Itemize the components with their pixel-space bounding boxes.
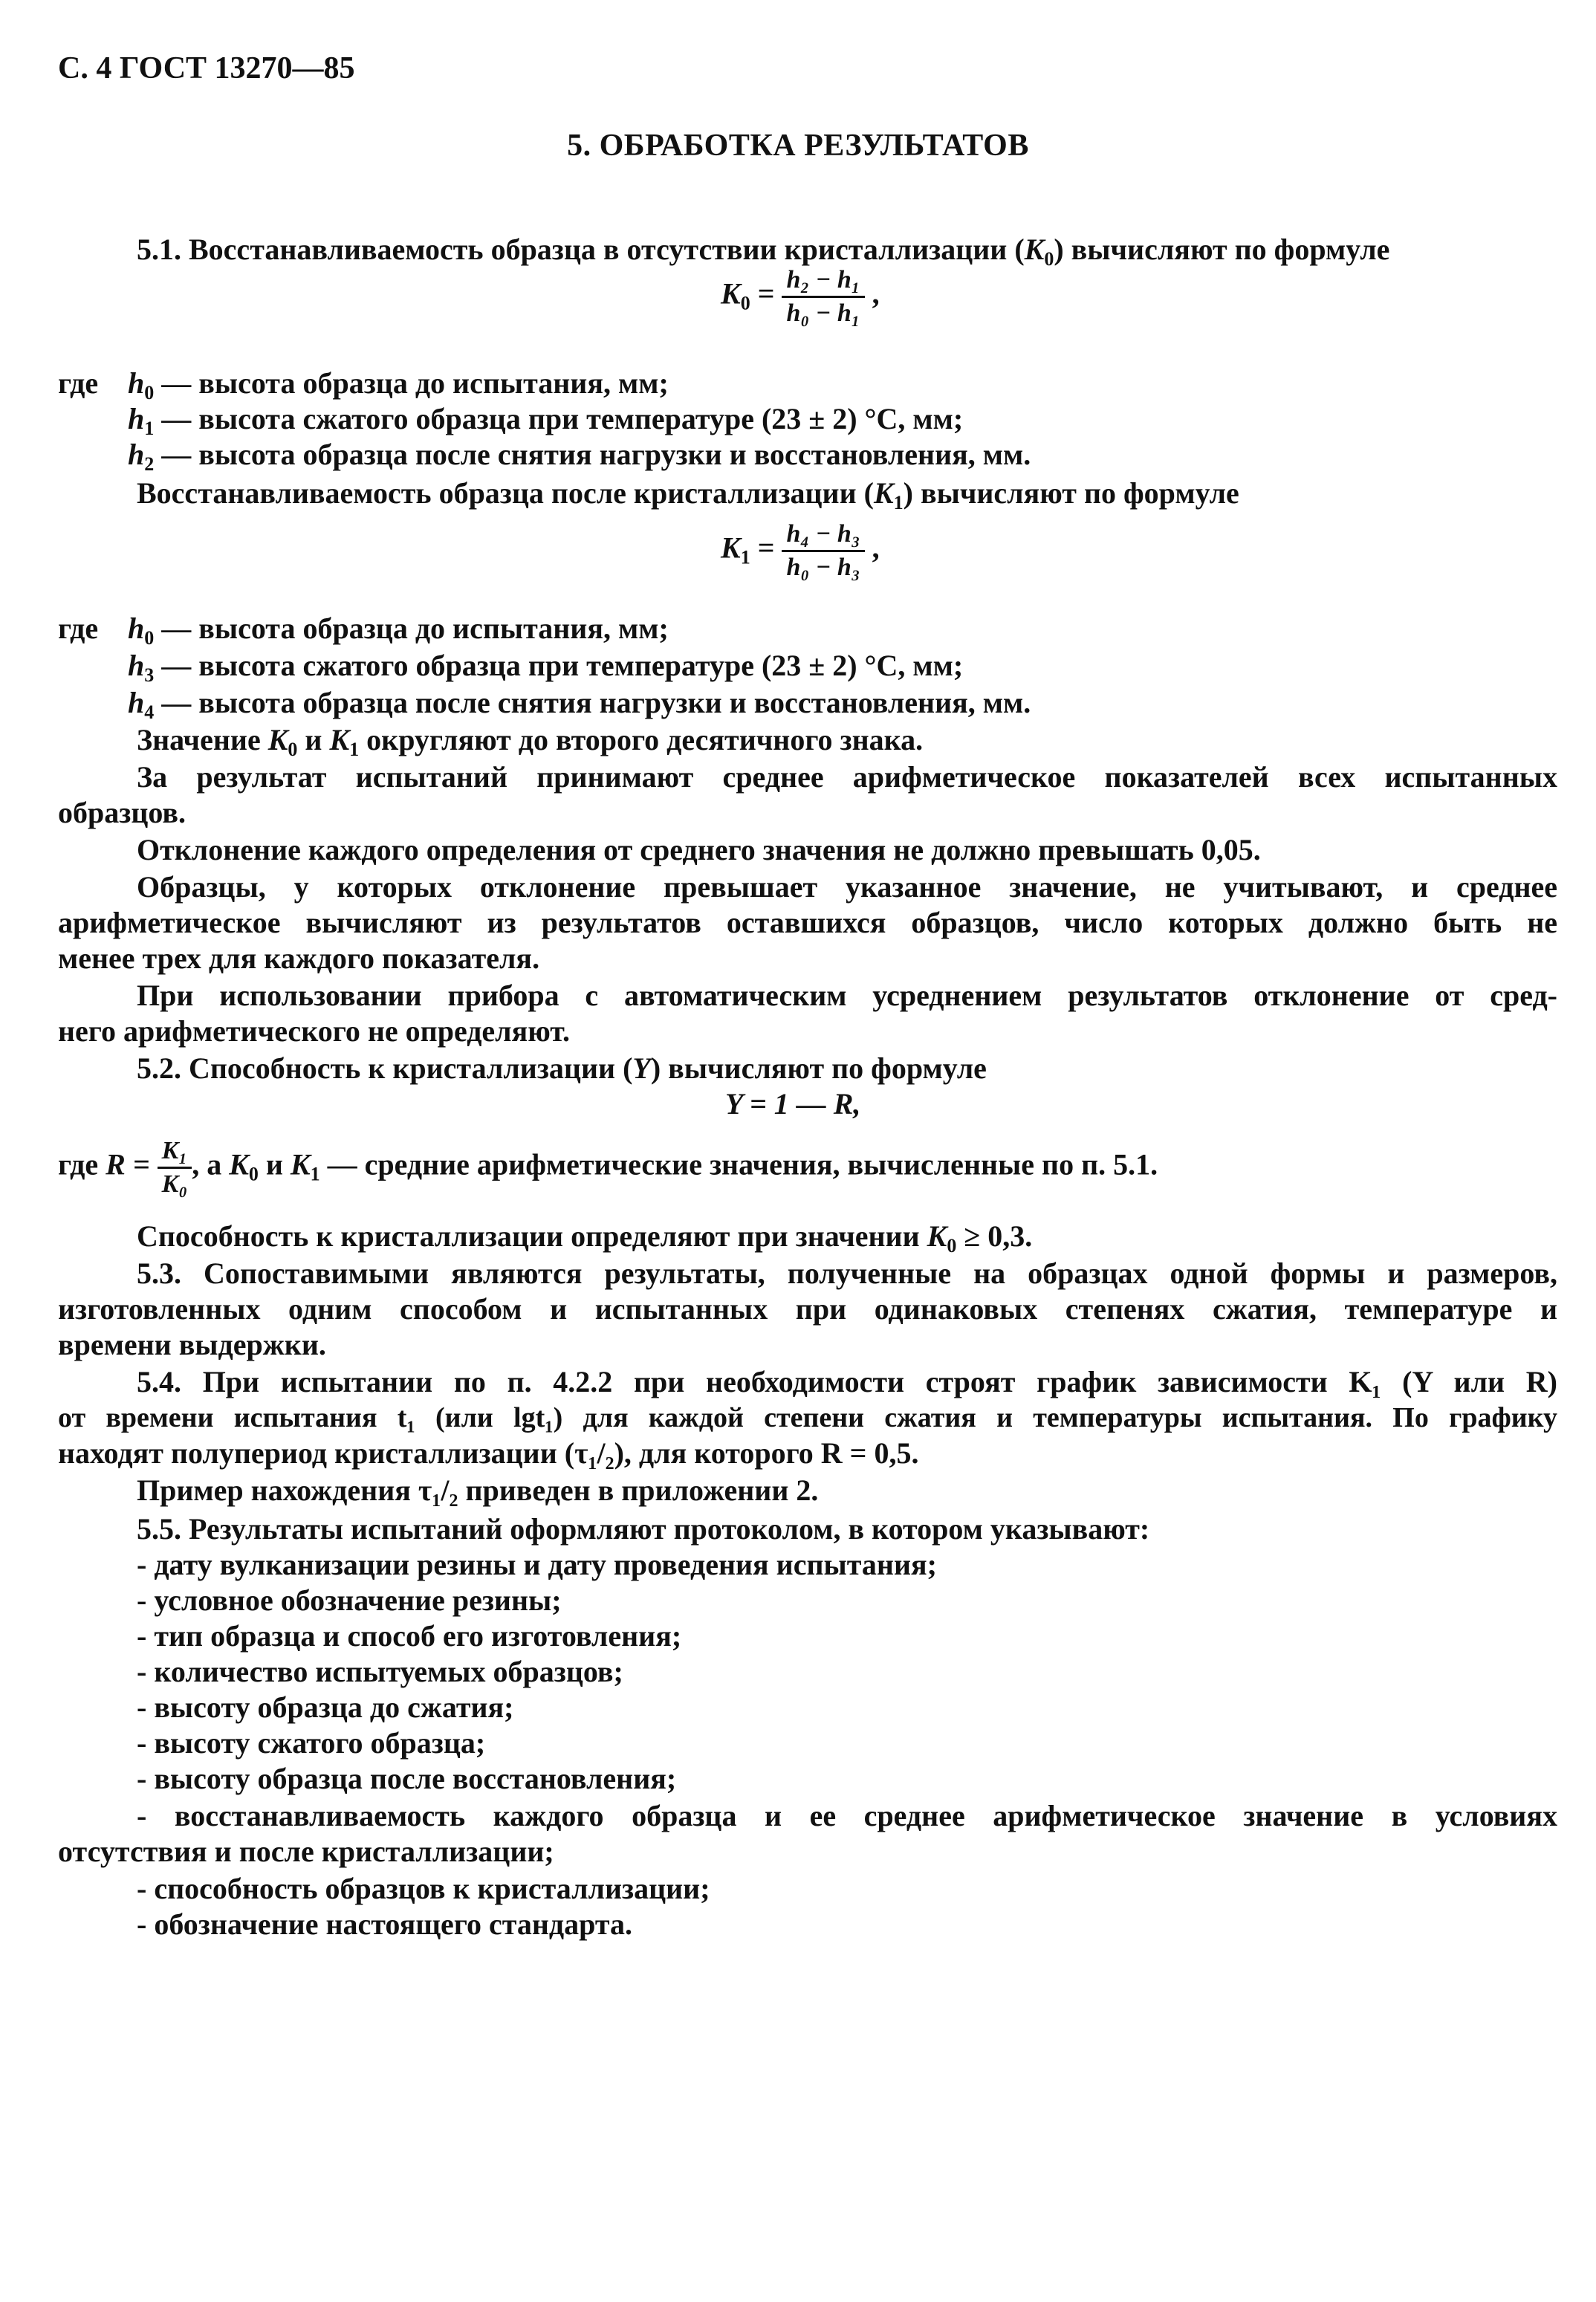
p54-example: Пример нахождения τ₁/₂ приведен в приложении 2. <box>137 1473 819 1507</box>
list-item-long-2: отсутствия и после кристаллизации; <box>58 1835 554 1868</box>
p51-intro-2: Восстанавливаемость образца после кристаллизации $(K_1)$ вычисляют по формуле <box>137 476 1239 513</box>
section-title: 5. ОБРАБОТКА РЕЗУЛЬТАТОВ <box>567 129 1029 163</box>
rounding-text: Значение $K_0$ и $K_1$ округляют до второго десятичного знака. <box>137 723 924 760</box>
formula-k0: $K_0$ = $\frac{\text{h₂ − h₁}}{\text{h₀ − h₁}}$ , <box>721 266 880 327</box>
p54-line-3: находят полупериод кристаллизации (τ₁/₂), для которого R = 0,5. <box>58 1436 919 1470</box>
p54-line-1: 5.4. При испытании по п. 4.2.2 при необходимости строят график зависимости K₁ (Y или R) <box>137 1365 1557 1398</box>
p52-intro: 5.2. Способность к кристаллизации (Y) вычисляют по формуле <box>137 1051 987 1085</box>
def-h1: $h_1$ — высота сжатого образца при температуре (23 ± 2) °С, мм; <box>128 402 964 439</box>
result-line-1: За результат испытаний принимают среднее арифметическое показателей всех испытанных <box>137 760 1557 794</box>
formula-y: Y = 1 — R, <box>725 1087 861 1121</box>
deviation-text: Отклонение каждого определения от среднего значения не должно превышать 0,05. <box>137 833 1261 866</box>
p53-line-2: изготовленных одним способом и испытанных при одинаковых степенях сжатия, температуре и <box>58 1292 1557 1326</box>
exclusion-line-2: арифметическое вычисляют из результатов оставшихся образцов, число которых должно быть не <box>58 906 1557 939</box>
list-item-long-1: - восстанавливаемость каждого образца и ее среднее арифметическое значение в условиях <box>137 1799 1557 1832</box>
where-r: где R = $\frac{\text{K₁}}{\text{K₀}}$ , а $K_0$ и $K_1$ — средние арифметические значения, вычисленные по п. 5.1. <box>58 1137 1158 1198</box>
p53-line-1: 5.3. Сопоставимыми являются результаты, полученные на образцах одной формы и размеров, <box>137 1257 1557 1290</box>
result-line-2: образцов. <box>58 796 186 829</box>
list-item: - количество испытуемых образцов; <box>137 1655 623 1688</box>
p51-intro: 5.1. Восстанавливаемость образца в отсутствии кристаллизации $(K_0)$ вычисляют по формуле <box>137 233 1390 270</box>
exclusion-line-1: Образцы, у которых отклонение превышает указанное значение, не учитывают, и среднее <box>137 870 1557 904</box>
list-item: - тип образца и способ его изготовления; <box>137 1619 682 1653</box>
exclusion-line-3: менее трех для каждого показателя. <box>58 941 540 975</box>
list-item: - условное обозначение резины; <box>137 1583 562 1617</box>
list-item: - способность образцов к кристаллизации; <box>137 1872 710 1905</box>
p54-line-2: от времени испытания t₁ (или lgt₁) для каждой степени сжатия и температуры испытания. По графику <box>58 1402 1557 1433</box>
def2-h4: $h_4$ — высота образца после снятия нагрузки и восстановления, мм. <box>128 686 1031 723</box>
cond-text: Способность к кристаллизации определяют при значении $K_0 \ge 0,3$. <box>137 1219 1033 1257</box>
list-item: - высоту образца до сжатия; <box>137 1690 514 1724</box>
def-h0: $h_0$ — высота образца до испытания, мм; <box>128 366 669 403</box>
formula-k1: $K_1$ = $\frac{\text{h₄ − h₃}}{\text{h₀ − h₃}}$ , <box>721 520 880 581</box>
def-h2: $h_2$ — высота образца после снятия нагрузки и восстановления, мм. <box>128 438 1031 475</box>
def2-h0: $h_0$ — высота образца до испытания, мм; <box>128 612 669 649</box>
auto-line-2: него арифметического не определяют. <box>58 1014 570 1048</box>
list-item: - высоту сжатого образца; <box>137 1726 486 1760</box>
def2-h3: $h_3$ — высота сжатого образца при температуре (23 ± 2) °С, мм; <box>128 649 964 686</box>
list-item: - высоту образца после восстановления; <box>137 1762 677 1795</box>
p55-intro: 5.5. Результаты испытаний оформляют протоколом, в котором указывают: <box>137 1512 1150 1546</box>
where-label-2: где <box>58 612 99 645</box>
p53-line-3: времени выдержки. <box>58 1328 326 1361</box>
page-header: С. 4 ГОСТ 13270—85 <box>58 51 355 85</box>
where-label-1: где <box>58 366 99 400</box>
list-item: - обозначение настоящего стандарта. <box>137 1907 632 1941</box>
list-item: - дату вулканизации резины и дату проведения испытания; <box>137 1548 937 1581</box>
auto-line-1: При использовании прибора с автоматическим усреднением результатов отклонение от сред- <box>137 979 1557 1012</box>
